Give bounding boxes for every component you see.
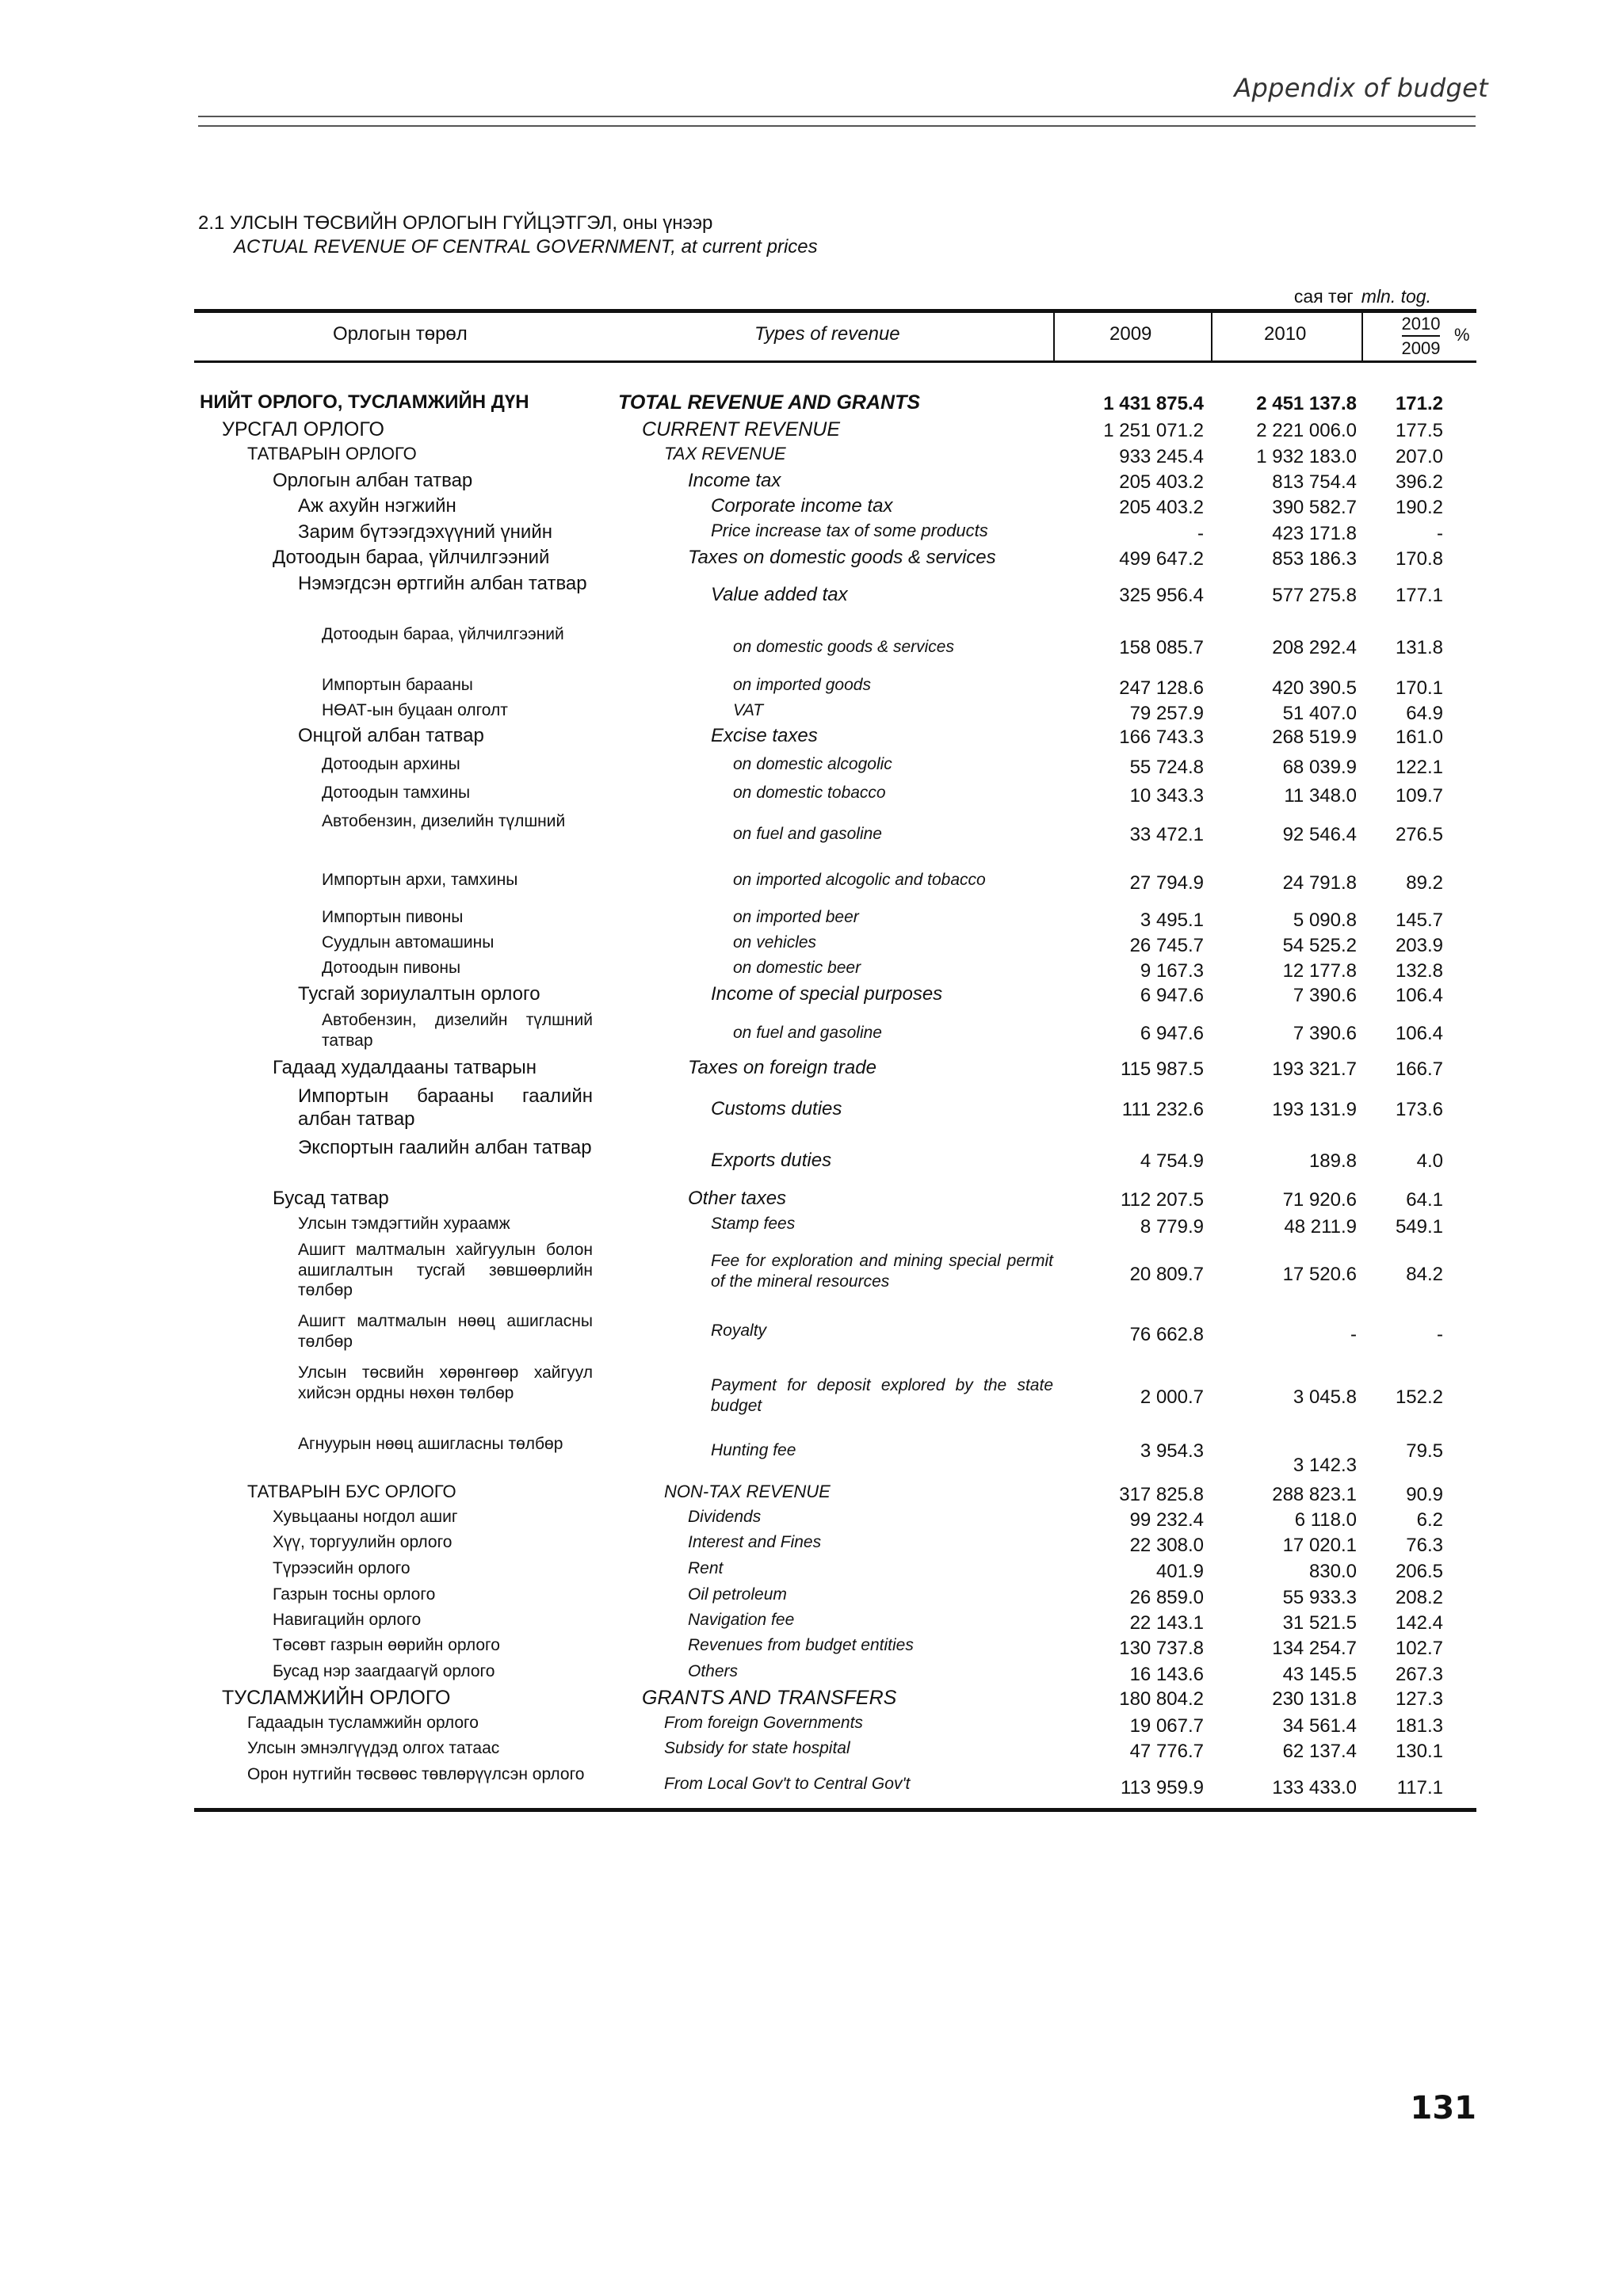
revenue-type-en: From Local Gov't to Central Gov't [664, 1775, 911, 1793]
value-percent: 161.0 [1395, 727, 1443, 748]
value-2010: 133 433.0 [1272, 1777, 1357, 1798]
value-2009: 6 947.6 [1140, 1023, 1204, 1044]
revenue-type-mn: Орлогын албан татвар [273, 470, 473, 491]
value-percent: 106.4 [1395, 1023, 1443, 1044]
revenue-type-mn: Аж ахуйн нэгжийн [298, 495, 456, 517]
revenue-type-en: Customs duties [711, 1098, 842, 1119]
value-percent: 84.2 [1406, 1264, 1443, 1285]
header-rule-bottom [198, 125, 1476, 127]
revenue-type-en: Value added tax [711, 584, 848, 605]
revenue-type-mn: Хүү, торгуулийн орлого [273, 1533, 453, 1551]
value-2010: 17 020.1 [1282, 1535, 1357, 1556]
revenue-type-mn: НИЙТ ОРЛОГО, ТУСЛАМЖИЙН ДҮН [200, 391, 529, 413]
value-2009: 3 954.3 [1140, 1440, 1204, 1462]
table-header-rule [194, 360, 1476, 363]
revenue-type-en: CURRENT REVENUE [642, 418, 841, 441]
revenue-type-mn: Зарим бүтээгдэхүүний үнийн [298, 521, 552, 543]
revenue-type-mn: Нэмэгдсэн өртгийн албан татвар [298, 573, 587, 594]
revenue-type-mn: Хувьцааны ногдол ашиг [273, 1508, 458, 1526]
column-header-mn: Орлогын төрөл [333, 323, 468, 345]
revenue-type-mn: ТАТВАРЫН БУС ОРЛОГО [247, 1482, 456, 1501]
revenue-type-mn: УРСГАЛ ОРЛОГО [222, 418, 384, 441]
revenue-type-mn: Дотоодын бараа, үйлчилгээний [322, 625, 564, 643]
value-2010: 189.8 [1308, 1150, 1357, 1172]
revenue-type-en: on imported beer [733, 908, 859, 926]
revenue-type-mn: Импортын барааны [322, 676, 473, 694]
revenue-type-mn: Дотоодын пивоны [322, 959, 461, 977]
value-percent: 145.7 [1395, 910, 1443, 931]
value-2009: 99 232.4 [1129, 1509, 1204, 1531]
value-2009: 22 143.1 [1129, 1612, 1204, 1634]
value-2009: 26 859.0 [1129, 1587, 1204, 1608]
value-2010: 54 525.2 [1282, 935, 1357, 956]
value-2010: 7 390.6 [1293, 1023, 1357, 1044]
value-2009: 113 959.9 [1121, 1777, 1204, 1798]
revenue-type-en: on domestic beer [733, 959, 861, 977]
value-2009: 76 662.8 [1129, 1324, 1204, 1345]
revenue-type-mn: Суудлын автомашины [322, 933, 495, 952]
value-2010: 577 275.8 [1272, 585, 1357, 606]
column-header-ratio [1393, 314, 1449, 359]
value-2010: 1 932 183.0 [1256, 446, 1357, 467]
value-percent: 102.7 [1395, 1638, 1443, 1659]
value-2009: 1 251 071.2 [1103, 420, 1204, 441]
ratio-denominator: 2009 [1401, 338, 1441, 358]
header-divider [1211, 311, 1212, 360]
value-percent: 177.1 [1395, 585, 1443, 606]
value-2009: 111 232.6 [1121, 1099, 1204, 1120]
value-2009: 19 067.7 [1129, 1715, 1204, 1737]
value-2010: 12 177.8 [1282, 960, 1357, 982]
value-percent: 171.2 [1395, 393, 1443, 414]
revenue-type-en: Navigation fee [688, 1611, 795, 1629]
page-header-title: Appendix of budget [1234, 73, 1488, 103]
value-2009: 3 495.1 [1140, 910, 1204, 931]
revenue-type-en: on imported alcogolic and tobacco [733, 871, 986, 889]
revenue-type-mn: Тусгай зориулалтын орлого [298, 983, 540, 1005]
value-2010: 420 390.5 [1272, 677, 1357, 699]
header-divider [1053, 311, 1055, 360]
value-2010: 2 451 137.8 [1256, 393, 1357, 414]
value-2009: 130 737.8 [1119, 1638, 1204, 1659]
revenue-type-en: Fee for exploration and mining special permit of the mineral resources [711, 1252, 1053, 1291]
revenue-type-en: Other taxes [688, 1188, 787, 1209]
value-2009: 205 403.2 [1119, 497, 1204, 518]
units-label [1294, 286, 1431, 307]
revenue-type-mn: Дотоодын тамхины [322, 784, 471, 802]
value-2010: 2 221 006.0 [1256, 420, 1357, 441]
value-2010: 3 045.8 [1293, 1386, 1357, 1408]
value-percent: 117.1 [1396, 1777, 1443, 1798]
revenue-type-en: Others [688, 1662, 739, 1680]
value-percent: 127.3 [1395, 1688, 1443, 1710]
revenue-type-en: Corporate income tax [711, 495, 893, 517]
value-2009: 2 000.7 [1140, 1386, 1204, 1408]
value-percent: 131.8 [1395, 637, 1443, 658]
column-header-2009: 2009 [1109, 323, 1152, 345]
revenue-type-mn: НӨАТ-ын буцаан олголт [322, 701, 508, 719]
value-2010: 24 791.8 [1282, 872, 1357, 894]
value-2010: 830.0 [1308, 1561, 1357, 1582]
value-2010: 853 186.3 [1272, 548, 1357, 570]
value-percent: 166.7 [1395, 1058, 1443, 1080]
revenue-type-mn: Агнуурын нөөц ашигласны төлбөр [298, 1435, 563, 1453]
value-2010: 230 131.8 [1272, 1688, 1357, 1710]
value-2009: - [1197, 523, 1204, 544]
value-2010: 68 039.9 [1282, 757, 1357, 778]
revenue-type-en: Taxes on foreign trade [688, 1057, 876, 1078]
value-2010: 208 292.4 [1272, 637, 1357, 658]
value-2009: 79 257.9 [1129, 703, 1204, 724]
revenue-type-en: on imported goods [733, 676, 871, 694]
value-2009: 933 245.4 [1119, 446, 1204, 467]
value-2010: 31 521.5 [1282, 1612, 1357, 1634]
value-2009: 325 956.4 [1119, 585, 1204, 606]
value-2010: 193 131.9 [1272, 1099, 1357, 1120]
revenue-type-en: From foreign Governments [664, 1714, 863, 1732]
revenue-type-mn: Бусад нэр заагдаагүй орлого [273, 1662, 495, 1680]
value-percent: 64.9 [1406, 703, 1443, 724]
value-percent: 109.7 [1395, 785, 1443, 807]
value-percent: 152.2 [1395, 1386, 1443, 1408]
revenue-type-en: on domestic goods & services [733, 638, 954, 656]
revenue-type-mn: Орон нутгийн төсвөөс төвлөрүүлсэн орлого [247, 1765, 585, 1783]
page-number: 131 [1410, 2090, 1476, 2126]
value-2009: 27 794.9 [1129, 872, 1204, 894]
revenue-type-mn: Импортын пивоны [322, 908, 464, 926]
value-percent: 6.2 [1416, 1509, 1443, 1531]
revenue-type-en: Subsidy for state hospital [664, 1739, 850, 1757]
value-2010: 813 754.4 [1272, 471, 1357, 493]
revenue-type-en: Hunting fee [711, 1441, 796, 1459]
revenue-type-en: Revenues from budget entities [688, 1636, 914, 1654]
value-percent: 173.6 [1395, 1099, 1443, 1120]
revenue-type-en: on vehicles [733, 933, 817, 952]
value-2010: 34 561.4 [1282, 1715, 1357, 1737]
revenue-type-mn: Импортын архи, тамхины [322, 871, 518, 889]
value-percent: 64.1 [1406, 1189, 1443, 1211]
revenue-type-mn: ТАТВАРЫН ОРЛОГО [247, 444, 417, 463]
revenue-type-en: on domestic tobacco [733, 784, 886, 802]
header-divider [1361, 311, 1363, 360]
value-2010: 92 546.4 [1282, 824, 1357, 845]
value-2009: 33 472.1 [1129, 824, 1204, 845]
value-percent: 170.1 [1395, 677, 1443, 699]
value-2009: 158 085.7 [1119, 637, 1204, 658]
value-2009: 205 403.2 [1119, 471, 1204, 493]
value-2010: 193 321.7 [1272, 1058, 1357, 1080]
value-2010: 48 211.9 [1284, 1216, 1357, 1238]
value-percent: 206.5 [1395, 1561, 1443, 1582]
column-header-en: Types of revenue [754, 323, 900, 345]
revenue-type-mn: Автобензин, дизелийн түлшний [322, 812, 566, 830]
value-2010: - [1350, 1324, 1357, 1345]
revenue-type-en: Interest and Fines [688, 1533, 822, 1551]
table-top-rule [194, 309, 1476, 313]
value-2009: 112 207.5 [1121, 1189, 1204, 1211]
value-2010: 55 933.3 [1282, 1587, 1357, 1608]
revenue-type-en: Excise taxes [711, 725, 818, 746]
value-2009: 26 745.7 [1129, 935, 1204, 956]
value-2009: 55 724.8 [1129, 757, 1204, 778]
revenue-type-mn: Импортын барааны гаалийн албан татвар [298, 1085, 593, 1131]
revenue-type-en: Oil petroleum [688, 1585, 787, 1604]
ratio-percent-sign: % [1454, 325, 1470, 345]
revenue-type-mn: ТУСЛАМЖИЙН ОРЛОГО [222, 1687, 451, 1709]
value-percent: 190.2 [1395, 497, 1443, 518]
value-percent: 549.1 [1395, 1216, 1443, 1238]
value-2009: 16 143.6 [1129, 1664, 1204, 1685]
value-percent: 130.1 [1395, 1741, 1443, 1762]
revenue-type-en: TAX REVENUE [664, 444, 786, 463]
revenue-type-en: Exports duties [711, 1150, 832, 1171]
value-percent: 208.2 [1395, 1587, 1443, 1608]
revenue-type-en: Taxes on domestic goods & services [688, 547, 996, 568]
revenue-type-en: on domestic alcogolic [733, 755, 892, 773]
header-rule-top [198, 116, 1476, 117]
revenue-type-mn: Экспортын гаалийн албан татвар [298, 1137, 592, 1158]
value-percent: 203.9 [1395, 935, 1443, 956]
revenue-type-mn: Навигацийн орлого [273, 1611, 422, 1629]
revenue-type-mn: Төсөвт газрын өөрийн орлого [273, 1636, 500, 1654]
ratio-numerator: 2010 [1402, 314, 1441, 337]
revenue-type-en: on fuel and gasoline [733, 1024, 882, 1042]
revenue-type-en: Stamp fees [711, 1215, 796, 1233]
revenue-type-en: VAT [733, 701, 764, 719]
value-2010: 268 519.9 [1272, 727, 1357, 748]
value-2010: 134 254.7 [1272, 1638, 1357, 1659]
value-percent: 170.8 [1395, 548, 1443, 570]
value-percent: 177.5 [1395, 420, 1443, 441]
value-2010: 43 145.5 [1282, 1664, 1357, 1685]
revenue-type-mn: Газрын тосны орлого [273, 1585, 436, 1604]
value-2009: 1 431 875.4 [1103, 393, 1204, 414]
value-2010: 3 142.3 [1293, 1455, 1357, 1476]
value-2010: 288 823.1 [1272, 1484, 1357, 1505]
revenue-type-mn: Автобензин, дизелийн түлшний татвар [322, 1011, 593, 1050]
value-percent: 4.0 [1416, 1150, 1443, 1172]
value-percent: 90.9 [1406, 1484, 1443, 1505]
table-bottom-rule [194, 1808, 1476, 1812]
value-2010: 423 171.8 [1272, 523, 1357, 544]
value-percent: 267.3 [1395, 1664, 1443, 1685]
value-percent: 142.4 [1395, 1612, 1443, 1634]
value-percent: - [1437, 1324, 1443, 1345]
value-2009: 8 779.9 [1140, 1216, 1204, 1238]
value-2009: 6 947.6 [1140, 985, 1204, 1006]
value-percent: 132.8 [1395, 960, 1443, 982]
value-percent: - [1437, 523, 1443, 544]
value-2009: 10 343.3 [1129, 785, 1204, 807]
revenue-type-en: Income tax [688, 470, 781, 491]
value-2009: 47 776.7 [1129, 1741, 1204, 1762]
revenue-type-mn: Улсын төсвийн хөрөнгөөр хайгуул хийсэн ордны нөхөн төлбөр [298, 1363, 593, 1402]
revenue-type-mn: Улсын эмнэлгүүдэд олгох татаас [247, 1739, 500, 1757]
revenue-type-en: Income of special purposes [711, 983, 943, 1005]
revenue-type-mn: Гадаадын тусламжийн орлого [247, 1714, 479, 1732]
value-2009: 401.9 [1155, 1561, 1204, 1582]
revenue-type-mn: Бусад татвар [273, 1188, 389, 1209]
revenue-type-mn: Түрээсийн орлого [273, 1559, 411, 1577]
revenue-type-mn: Ашигт малтмалын хайгуулын болон ашиглалтын тусгай зөвшөөрлийн төлбөр [298, 1241, 593, 1300]
value-2010: 71 920.6 [1282, 1189, 1357, 1211]
table-title-en: ACTUAL REVENUE OF CENTRAL GOVERNMENT, at current prices [234, 236, 818, 257]
value-percent: 89.2 [1406, 872, 1443, 894]
revenue-type-mn: Онцгой албан татвар [298, 725, 484, 746]
value-percent: 207.0 [1395, 446, 1443, 467]
column-header-2010: 2010 [1264, 323, 1307, 345]
revenue-type-mn: Ашигт малтмалын нөөц ашигласны төлбөр [298, 1312, 593, 1351]
value-2009: 317 825.8 [1119, 1484, 1204, 1505]
value-2009: 115 987.5 [1121, 1058, 1204, 1080]
revenue-type-en: GRANTS AND TRANSFERS [642, 1687, 897, 1709]
value-percent: 181.3 [1395, 1715, 1443, 1737]
revenue-type-mn: Дотоодын архины [322, 755, 460, 773]
value-percent: 106.4 [1395, 985, 1443, 1006]
value-2010: 6 118.0 [1294, 1509, 1357, 1531]
revenue-type-en: Dividends [688, 1508, 762, 1526]
value-2009: 20 809.7 [1129, 1264, 1204, 1285]
value-2009: 9 167.3 [1140, 960, 1204, 982]
units-mn: сая төг [1293, 286, 1354, 307]
revenue-type-en: Royalty [711, 1322, 767, 1340]
revenue-type-mn: Улсын тэмдэгтийн хураамж [298, 1215, 510, 1233]
value-2010: 7 390.6 [1293, 985, 1357, 1006]
value-2009: 166 743.3 [1119, 727, 1204, 748]
value-2009: 247 128.6 [1119, 677, 1204, 699]
value-2010: 51 407.0 [1282, 703, 1357, 724]
value-2009: 499 647.2 [1119, 548, 1204, 570]
value-percent: 76.3 [1406, 1535, 1443, 1556]
revenue-type-en: NON-TAX REVENUE [664, 1482, 831, 1501]
revenue-type-en: TOTAL REVENUE AND GRANTS [618, 391, 921, 414]
value-2010: 5 090.8 [1293, 910, 1357, 931]
revenue-type-en: Price increase tax of some products [711, 521, 988, 540]
table-title-mn: 2.1 УЛСЫН ТӨСВИЙН ОРЛОГЫН ГҮЙЦЭТГЭЛ, оны үнээр [198, 212, 713, 234]
value-2010: 17 520.6 [1282, 1264, 1357, 1285]
value-percent: 276.5 [1395, 824, 1443, 845]
revenue-type-en: Rent [688, 1559, 724, 1577]
revenue-type-en: Payment for deposit explored by the state budget [711, 1376, 1053, 1415]
units-en: mln. tog. [1361, 286, 1431, 307]
revenue-type-mn: Гадаад худалдааны татварын [273, 1057, 537, 1078]
value-2010: 390 582.7 [1272, 497, 1357, 518]
value-percent: 79.5 [1406, 1440, 1443, 1462]
value-2010: 62 137.4 [1282, 1741, 1357, 1762]
value-2009: 180 804.2 [1119, 1688, 1204, 1710]
value-2010: 11 348.0 [1284, 785, 1357, 807]
value-percent: 396.2 [1395, 471, 1443, 493]
value-2009: 4 754.9 [1140, 1150, 1204, 1172]
value-percent: 122.1 [1395, 757, 1443, 778]
revenue-type-mn: Дотоодын бараа, үйлчилгээний [273, 547, 550, 568]
value-2009: 22 308.0 [1129, 1535, 1204, 1556]
revenue-type-en: on fuel and gasoline [733, 825, 882, 843]
